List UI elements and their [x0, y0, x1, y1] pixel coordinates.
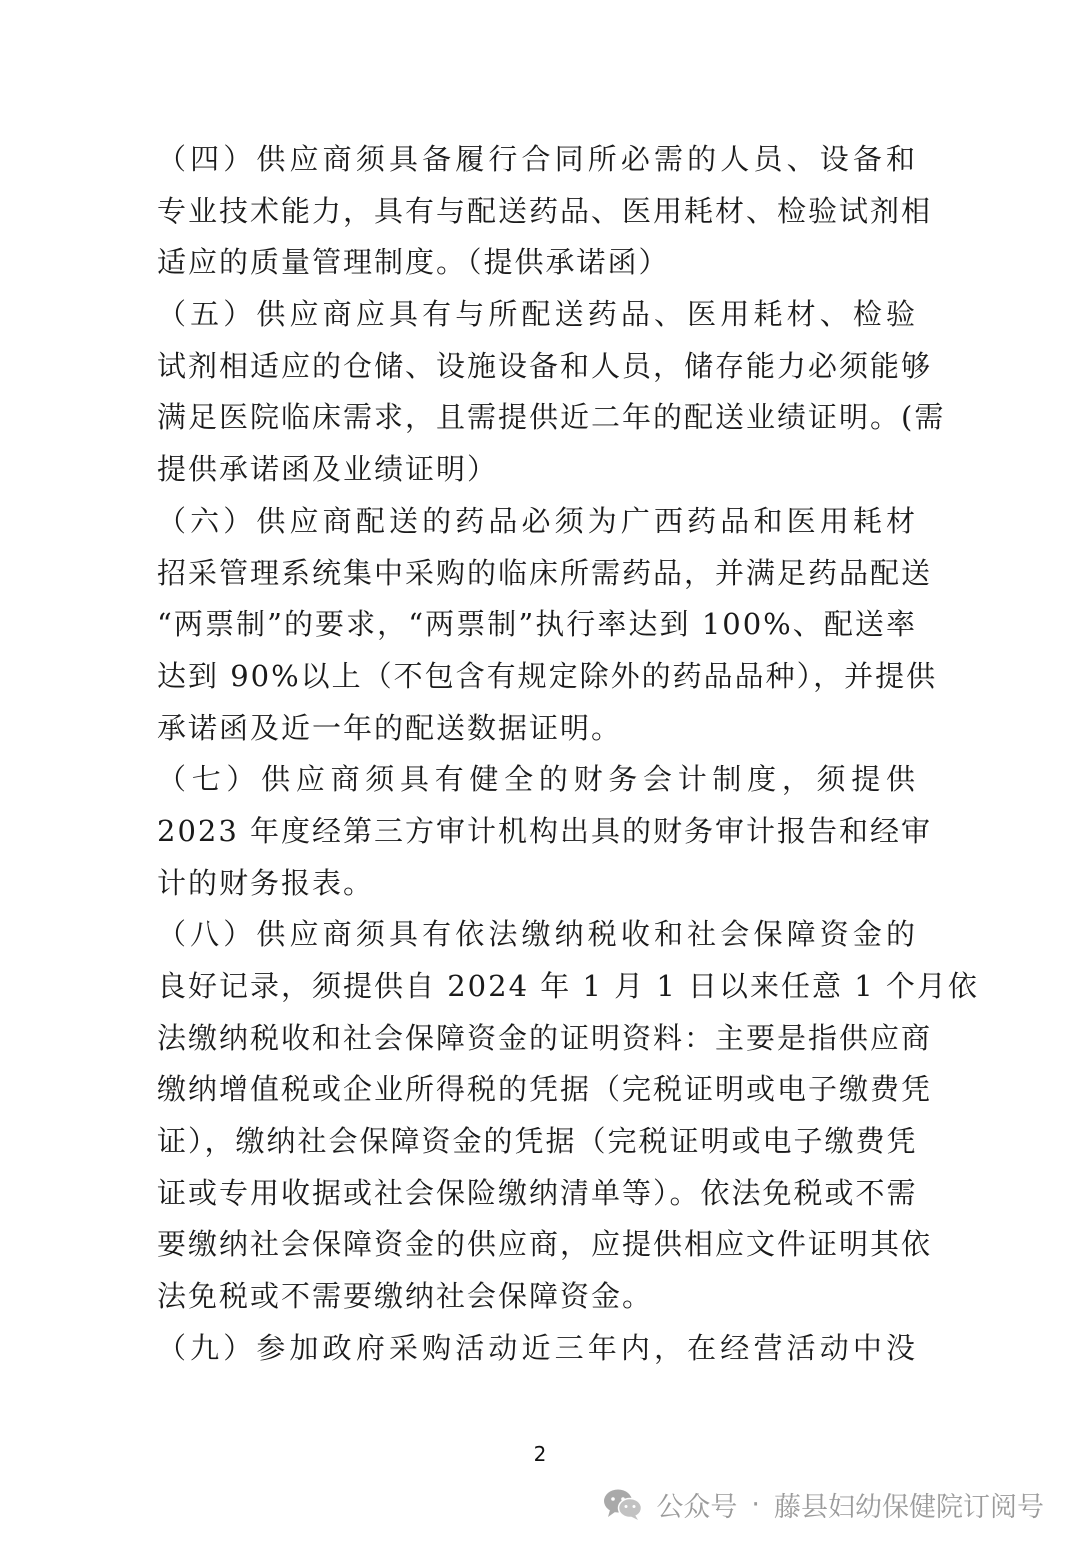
text-line: 法缴纳税收和社会保障资金的证明资料：主要是指供应商: [157, 1020, 933, 1055]
document-body: [157, 134, 979, 1375]
text-line: 招采管理系统集中采购的临床所需药品，并满足药品配送: [157, 555, 933, 590]
text-line: 计的财务报表。: [157, 865, 375, 900]
text-line: 要缴纳社会保障资金的供应商，应提供相应文件证明其依: [157, 1227, 933, 1262]
wechat-watermark: [602, 1484, 1044, 1524]
text-line: 证），缴纳社会保障资金的凭据（完税证明或电子缴费凭: [157, 1124, 918, 1159]
text-line: 满足医院临床需求，且需提供近二年的配送业绩证明。(需: [157, 400, 946, 435]
text-line: 达到 90%以上（不包含有规定除外的药品品种），并提供: [157, 658, 938, 693]
page-number: 2: [533, 1442, 547, 1466]
text-line: （九）参加政府采购活动近三年内，在经营活动中没: [157, 1330, 917, 1365]
text-line: 法免税或不需要缴纳社会保障资金。: [157, 1279, 654, 1314]
watermark-label: 公众号: [656, 1491, 738, 1523]
text-line: 2023 年度经第三方审计机构出具的财务审计报告和经审: [157, 813, 933, 848]
watermark-separator: ·: [751, 1488, 760, 1520]
text-line: 适应的质量管理制度。（提供承诺函）: [157, 245, 670, 280]
text-line: 承诺函及近一年的配送数据证明。: [157, 710, 623, 745]
text-line: （八）供应商须具有依法缴纳税收和社会保障资金的: [157, 917, 917, 952]
text-line: （四）供应商须具备履行合同所必需的人员、设备和: [157, 142, 917, 176]
text-line: （六）供应商配送的药品必须为广西药品和医用耗材: [157, 503, 917, 538]
text-line: 试剂相适应的仓储、设施设备和人员，储存能力必须能够: [157, 348, 933, 383]
text-line: 缴纳增值税或企业所得税的凭据（完税证明或电子缴费凭: [157, 1072, 933, 1107]
text-line: 提供承诺函及业绩证明）: [157, 452, 499, 487]
watermark-account-name: 藤县妇幼保健院订阅号: [774, 1491, 1044, 1523]
text-line: 证或专用收据或社会保险缴纳清单等）。依法免税或不需: [157, 1175, 918, 1210]
wechat-icon: [602, 1487, 644, 1521]
text-line: “两票制”的要求，“两票制”执行率达到 100%、配送率: [157, 607, 917, 642]
text-line: （五）供应商应具有与所配送药品、医用耗材、检验: [157, 297, 917, 332]
text-line: 专业技术能力，具有与配送药品、医用耗材、检验试剂相: [157, 193, 933, 228]
text-line: 良好记录，须提供自 2024 年 1 月 1 日以来任意 1 个月依: [157, 969, 979, 1003]
text-line: （七）供应商须具有健全的财务会计制度，须提供: [157, 762, 917, 797]
